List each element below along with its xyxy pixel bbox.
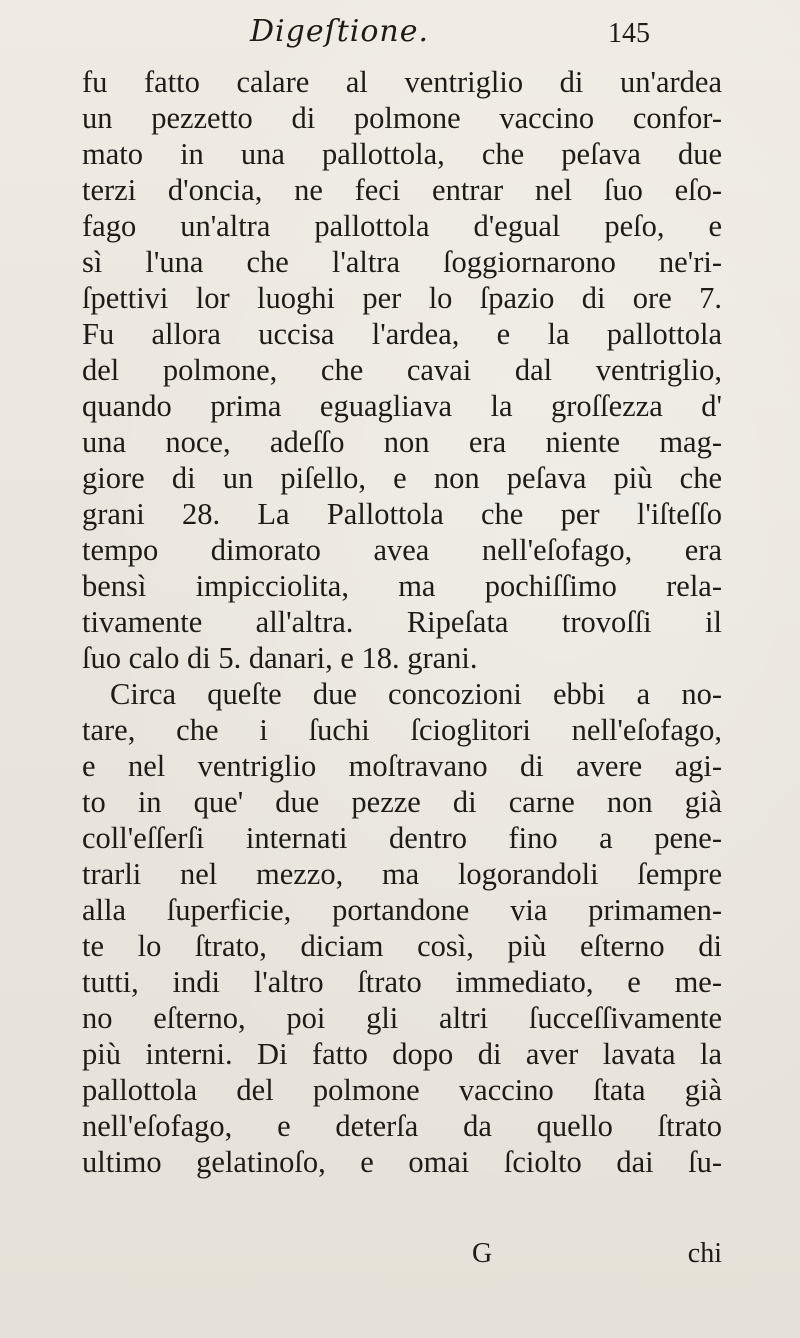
text-line: pallottola del polmone vaccino ſtata già — [82, 1073, 722, 1107]
signature-mark: G — [472, 1238, 493, 1269]
text-line: mato in una pallottola, che peſava due — [82, 137, 722, 171]
text-line: Fu allora uccisa l'ardea, e la pallottola — [82, 317, 722, 351]
text-line: fago un'altra pallottola d'egual peſo, e — [82, 209, 722, 243]
text-line: e nel ventriglio moſtravano di avere agi- — [82, 749, 722, 783]
text-line: più interni. Di fatto dopo di aver lavata la — [82, 1037, 722, 1071]
text-line: Circa queſte due concozioni ebbi a no- — [110, 677, 722, 711]
text-line: ultimo gelatinoſo, e omai ſciolto dai ſu- — [82, 1145, 722, 1179]
text-line: to in que' due pezze di carne non già — [82, 785, 722, 819]
text-line: tutti, indi l'altro ſtrato immediato, e me- — [82, 965, 722, 999]
text-line: fu fatto calare al ventriglio di un'ardea — [82, 65, 722, 99]
text-line: ſuo calo di 5. danari, e 18. grani. — [82, 641, 478, 675]
running-head: Digeſtione. — [250, 14, 430, 49]
text-line: tare, che i ſuchi ſcioglitori nell'eſofago, — [82, 713, 722, 747]
text-line: tempo dimorato avea nell'eſofago, era — [82, 533, 722, 567]
text-line: quando prima eguagliava la groſſezza d' — [82, 389, 722, 423]
text-line: sì l'una che l'altra ſoggiornarono ne'ri- — [82, 245, 722, 279]
text-line: giore di un piſello, e non peſava più che — [82, 461, 722, 495]
catchword: chi — [687, 1238, 722, 1269]
page-number: 145 — [608, 18, 650, 49]
page-footer — [82, 1238, 722, 1278]
text-line: ſpettivi lor luoghi per lo ſpazio di ore 7. — [82, 281, 722, 315]
text-line: no eſterno, poi gli altri ſucceſſivamente — [82, 1001, 722, 1035]
text-line: del polmone, che cavai dal ventriglio, — [82, 353, 722, 387]
text-line: coll'eſſerſi internati dentro fino a pene- — [82, 821, 722, 855]
page-header — [250, 14, 650, 62]
text-line: bensì impicciolita, ma pochiſſimo rela- — [82, 569, 722, 603]
text-line: terzi d'oncia, ne feci entrar nel ſuo eſo- — [82, 173, 722, 207]
text-line: nell'eſofago, e deterſa da quello ſtrato — [82, 1109, 722, 1143]
text-line: te lo ſtrato, diciam così, più eſterno di — [82, 929, 722, 963]
text-line: alla ſuperficie, portandone via primamen- — [82, 893, 722, 927]
text-line: una noce, adeſſo non era niente mag- — [82, 425, 722, 459]
text-line: un pezzetto di polmone vaccino confor- — [82, 101, 722, 135]
text-line: grani 28. La Pallottola che per l'iſteſſo — [82, 497, 722, 531]
text-line: trarli nel mezzo, ma logorandoli ſempre — [82, 857, 722, 891]
text-line: tivamente all'altra. Ripeſata trovoſſi il — [82, 605, 722, 639]
body-text — [82, 64, 722, 1180]
